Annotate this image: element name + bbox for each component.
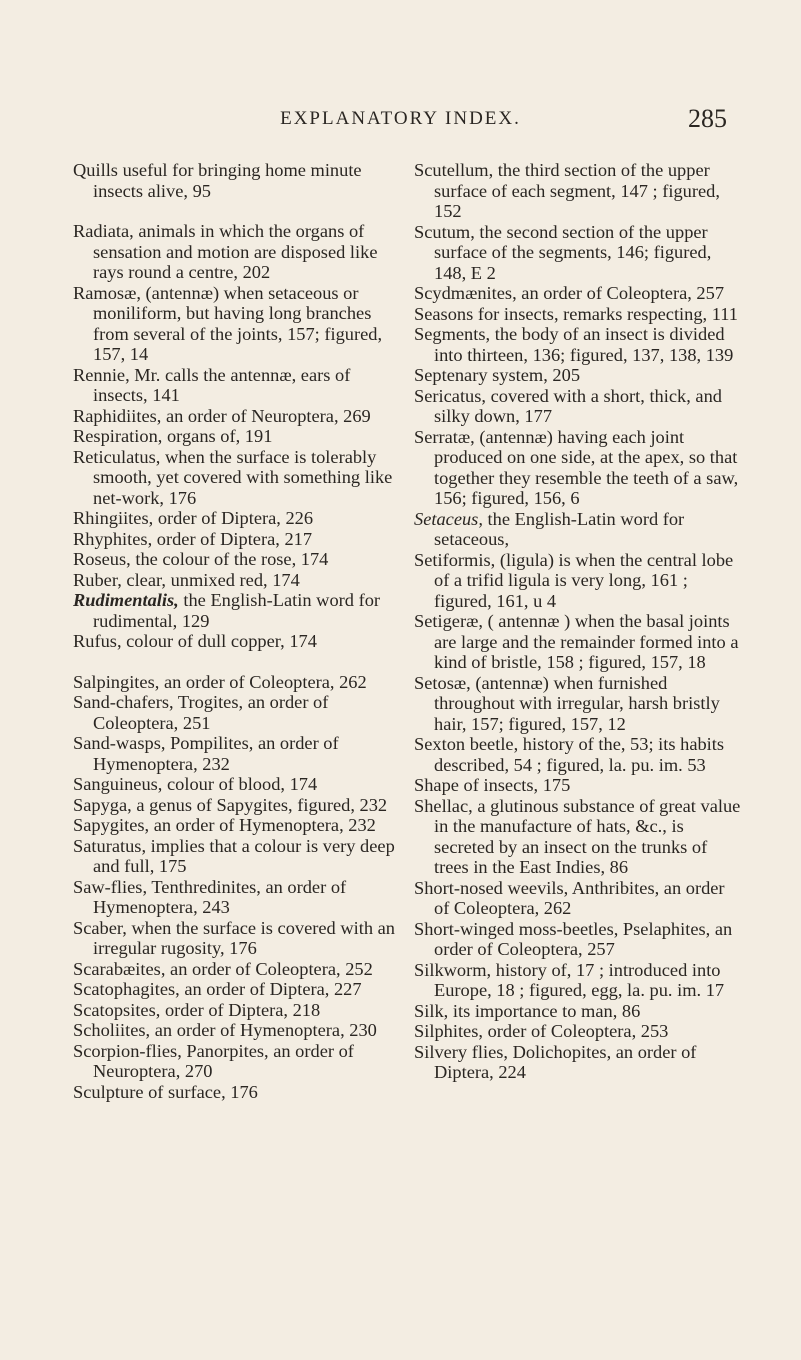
entry-headword: Rhyphites, [73, 528, 153, 549]
entry-headword: Shape [414, 775, 459, 795]
entry-headword: Scarabæites, [73, 958, 166, 979]
index-entry [414, 960, 744, 1001]
entry-description: useful for bringing home minute insects alive, 95 [93, 160, 362, 201]
index-entry [414, 304, 744, 325]
entry-headword: Respiration, [73, 426, 163, 446]
entry-description: order of Diptera, 226 [153, 508, 314, 528]
entry-headword: Setigeræ, [414, 611, 483, 631]
index-entry [414, 509, 744, 550]
entry-headword: Scutellum, [414, 160, 494, 180]
entry-headword: Raphidiites, [73, 405, 162, 426]
entry-description: an order of Hymenoptera, 232 [149, 815, 376, 835]
entry-headword: Scatophagites, [73, 979, 180, 999]
index-entry [73, 918, 403, 959]
entry-headword: Septenary [414, 365, 488, 385]
index-entry [414, 386, 744, 427]
index-entry [414, 1021, 744, 1042]
entry-description: system, 205 [487, 365, 581, 385]
entry-description: Trogites, an order of Coleoptera, 251 [93, 692, 329, 733]
entry-headword: Salpingites, [73, 671, 160, 692]
index-entry [73, 795, 403, 816]
entry-headword: Scorpion-flies, [73, 1040, 182, 1061]
index-entry [73, 549, 403, 570]
entry-description: the colour of the rose, 174 [130, 549, 329, 569]
index-entry [414, 796, 744, 878]
entry-headword: Roseus, [73, 549, 131, 569]
entry-description: of surface, 176 [143, 1081, 258, 1102]
index-entry [414, 1001, 744, 1022]
entry-description: organs of, 191 [162, 426, 273, 446]
entry-headword: Short-nosed [414, 877, 503, 898]
entry-description: ( antennæ ) when the basal joints are large and the remainder formed into a kind of bristle, 158 ; figured, 157, 18 [434, 611, 739, 672]
entry-headword: Scutum, [414, 221, 475, 242]
entry-description: colour of blood, 174 [162, 774, 318, 794]
entry-headword: Shellac, [414, 795, 473, 816]
index-entry [414, 427, 744, 509]
entry-headword: Scatopsites, [73, 999, 161, 1020]
entry-description: (antennæ) when furnished throughout with irregular, harsh bristly hair, 157; figured, 157, 12 [434, 672, 720, 734]
entry-headword: Silkworm, [414, 959, 492, 980]
entry-headword: Rhingiites, [73, 508, 154, 528]
entry-description: the English-Latin word for rudimental, 129 [93, 590, 381, 631]
entry-description: a genus of Sapygites, figured, 232 [131, 794, 388, 815]
entry-description: order of Diptera, 217 [152, 528, 313, 549]
entry-description: an order of Diptera, 227 [179, 979, 362, 999]
entry-description: the second section of the upper surface of the segments, 146; figured, 148, E 2 [434, 221, 712, 283]
index-entry [73, 815, 403, 836]
entry-headword: Sapygites, [73, 815, 150, 835]
entry-headword: Saw-flies, [73, 876, 148, 897]
index-entry [414, 775, 744, 796]
entry-description: when the surface is tolerably smooth, yet covered with something like net-work, 176 [93, 446, 393, 508]
index-entry [73, 1000, 403, 1021]
index-entry [73, 365, 403, 406]
entry-description: (antennæ) when setaceous or moniliform, but having long branches from several of the joints, 157; figured, 157, 14 [93, 282, 383, 364]
entry-headword: Setiformis, [414, 549, 496, 570]
entry-description: the third section of the upper surface of each segment, 147 ; figured, 152 [434, 160, 720, 221]
index-entry [414, 734, 744, 775]
entry-headword: Segments, [414, 324, 491, 344]
entry-description: an order of Hymenoptera, 230 [150, 1020, 377, 1040]
entry-headword: Radiata, [73, 221, 134, 241]
index-entry [73, 692, 403, 733]
entry-description: an order of Coleoptera, 252 [165, 958, 373, 979]
entry-description: beetle, history of the, 53; its habits described, 54 ; figured, la. pu. im. 53 [434, 734, 725, 775]
entry-description: moss-beetles, Pselaphites, an order of Coleoptera, 257 [434, 918, 733, 959]
entry-headword: Scaber, [73, 917, 127, 938]
index-entry [73, 959, 403, 980]
entry-description: animals in which the organs of sensation and motion are disposed like rays round a centre, 202 [93, 221, 378, 282]
entry-description: weevils, Anthribites, an order of Coleoptera, 262 [434, 877, 725, 918]
entry-headword: Sexton [414, 734, 466, 754]
index-entry [73, 160, 403, 201]
entry-headword: Silk, [414, 1000, 449, 1021]
entry-headword: Ramosæ, [73, 282, 141, 303]
index-entry [73, 672, 403, 693]
entry-headword: Sand-wasps, [73, 733, 166, 753]
index-entry [73, 406, 403, 427]
entry-headword: Sanguineus, [73, 774, 163, 794]
index-entry [414, 324, 744, 365]
entry-headword: Setaceus, [414, 508, 483, 529]
index-entry [73, 877, 403, 918]
index-entry [73, 570, 403, 591]
entry-headword: Seasons [414, 303, 474, 324]
entry-description: order of Coleoptera, 253 [482, 1021, 669, 1041]
entry-description: Mr. calls the antennæ, ears of insects, 141 [93, 364, 351, 405]
entry-description: the body of an insect is divided into thirteen, 136; figured, 137, 138, 139 [434, 324, 734, 365]
entry-description: Panorpites, an order of Neuroptera, 270 [93, 1040, 354, 1081]
entry-description: (antennæ) having each joint produced on one side, at the apex, so that together they resemble the teeth of a saw, 156; figured, 156, 6 [434, 426, 739, 508]
index-entry [414, 611, 744, 673]
entry-description: the English-Latin word for setaceous, [434, 508, 685, 549]
entry-description: for insects, remarks respecting, 111 [473, 303, 738, 324]
page-number: 285 [688, 104, 727, 133]
index-entry [73, 283, 403, 365]
entry-description: an order of Coleoptera, 262 [159, 671, 367, 692]
entry-headword: Scholiites, [73, 1020, 151, 1040]
entry-headword: Rudimentalis, [73, 590, 179, 610]
entry-description: order of Diptera, 218 [160, 999, 321, 1020]
index-entry [73, 529, 403, 550]
right-column [414, 160, 744, 1083]
index-entry [73, 1020, 403, 1041]
entry-headword: Silphites, [414, 1021, 483, 1041]
entry-description: clear, unmixed red, 174 [121, 569, 300, 590]
entry-description: colour of dull copper, 174 [121, 631, 317, 651]
entry-headword: Scydmænites, [414, 283, 517, 303]
index-entry [73, 426, 403, 447]
index-entry [414, 1042, 744, 1083]
index-entry [414, 160, 744, 222]
entry-headword: Sapyga, [73, 794, 132, 815]
entry-description: when the surface is covered with an irregular rugosity, 176 [93, 917, 395, 958]
entry-headword: Quills [73, 160, 118, 180]
index-entry [414, 878, 744, 919]
entry-description: an order of Coleoptera, 257 [516, 283, 725, 303]
index-entry [73, 1082, 403, 1103]
left-column [73, 160, 403, 1102]
entry-description: an order of Neuroptera, 269 [161, 405, 371, 426]
index-entry [414, 673, 744, 735]
index-entry [73, 836, 403, 877]
entry-headword: Serratæ, [414, 426, 475, 447]
entry-headword: Reticulatus, [73, 446, 161, 467]
index-entry [73, 979, 403, 1000]
index-entry [414, 550, 744, 612]
entry-headword: Saturatus, [73, 835, 147, 856]
index-entry [414, 919, 744, 960]
index-entry [73, 631, 403, 652]
index-entry [73, 733, 403, 774]
index-entry [73, 590, 403, 631]
entry-headword: Rufus, [73, 631, 122, 651]
index-entry [73, 508, 403, 529]
entry-headword: Setosæ, [414, 672, 471, 693]
index-entry [73, 1041, 403, 1082]
entry-description: of insects, 175 [458, 775, 571, 795]
entry-description: a glutinous substance of great value in the manufacture of hats, &c., is secreted by an insect on the trunks of trees in the East Indies, 86 [434, 795, 741, 877]
index-entry [414, 222, 744, 284]
entry-description: its importance to man, 86 [448, 1000, 641, 1021]
running-title: EXPLANATORY INDEX. [280, 108, 521, 129]
index-entry [414, 283, 744, 304]
running-head [0, 104, 801, 138]
entry-description: flies, Dolichopites, an order of Diptera, 224 [434, 1041, 697, 1082]
entry-headword: Short-winged [414, 918, 515, 939]
index-entry [73, 774, 403, 795]
entry-headword: Sericatus, [414, 385, 487, 406]
entry-headword: Ruber, [73, 569, 122, 590]
entry-headword: Rennie, [73, 364, 130, 385]
index-entry [73, 447, 403, 509]
entry-headword: Sand-chafers, [73, 692, 174, 712]
entry-description: Tenthredinites, an order of Hymenoptera, 243 [93, 876, 347, 917]
entry-description: implies that a colour is very deep and full, 175 [93, 835, 395, 876]
index-entry [73, 221, 403, 283]
entry-description: history of, 17 ; introduced into Europe, 18 ; figured, egg, la. pu. im. 17 [434, 959, 725, 1000]
entry-headword: Sculpture [73, 1081, 144, 1102]
entry-description: (ligula) is when the central lobe of a trifid ligula is very long, 161 ; figured, 161, u 4 [434, 549, 734, 611]
entry-description: Pompilites, an order of Hymenoptera, 232 [93, 733, 339, 774]
index-entry [414, 365, 744, 386]
entry-description: covered with a short, thick, and silky down, 177 [434, 385, 722, 426]
entry-headword: Silvery [414, 1041, 468, 1062]
